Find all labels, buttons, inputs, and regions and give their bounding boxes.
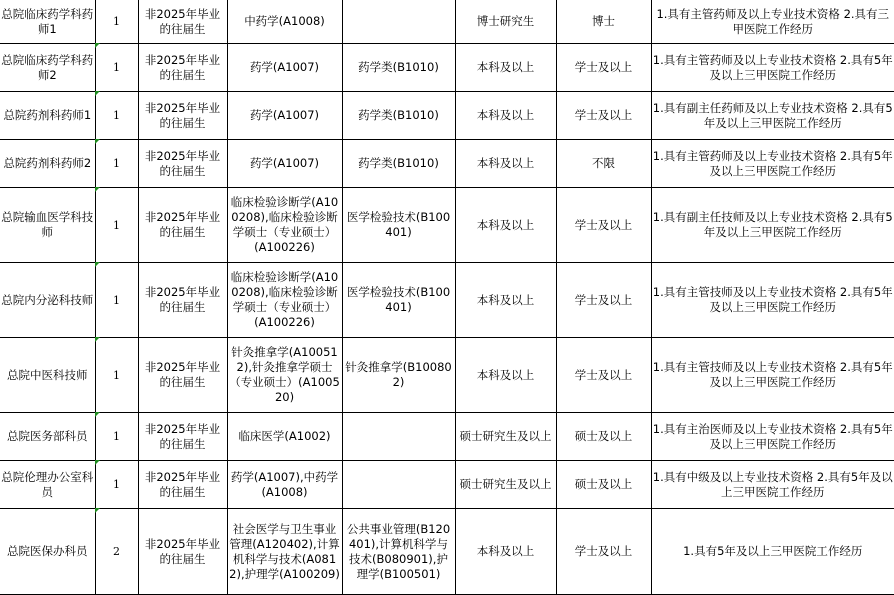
degree-requirement: 学士及以上: [574, 60, 633, 74]
requirements-cell[interactable]: [651, 338, 894, 413]
position-name: 总院药剂科药师1: [3, 108, 92, 122]
other-requirements: 1.具有主管技师及以上专业技术资格 2.具有5年及以上三甲医院工作经历: [652, 360, 893, 389]
count-cell[interactable]: [95, 461, 138, 509]
major-undergrad-cell[interactable]: [342, 140, 455, 188]
major-grad-cell[interactable]: [227, 140, 342, 188]
position-name: 总院药剂科药师2: [3, 156, 92, 170]
position-cell[interactable]: [0, 509, 95, 595]
major-grad-cell[interactable]: [227, 92, 342, 140]
graduate-major: 社会医学与卫生事业管理(A120402),计算机科学与技术(A0812),护理学(A100209): [229, 521, 340, 581]
other-requirements: 1.具有主管技师及以上专业技术资格 2.具有5年及以上三甲医院工作经历: [652, 285, 893, 314]
degree-requirement: 学士及以上: [574, 544, 633, 558]
other-requirements: 1.具有副主任技师及以上专业技术资格 2.具有5年及以上三甲医院工作经历: [652, 210, 893, 239]
degree-requirement: 博士: [592, 14, 615, 28]
undergraduate-major: 针灸推拿学(B100802): [345, 360, 452, 389]
count-cell[interactable]: [95, 338, 138, 413]
major-undergrad-cell[interactable]: [342, 44, 455, 92]
education-requirement: 硕士研究生及以上: [459, 429, 552, 443]
hire-count: 1: [113, 218, 120, 232]
other-requirements: 1.具有中级及以上专业技术资格 2.具有5年及以上三甲医院工作经历: [652, 469, 893, 499]
target-applicants: 非2025年毕业的往届生: [144, 469, 221, 499]
education-cell[interactable]: [455, 509, 556, 595]
comment-indicator-icon: [95, 460, 100, 465]
requirements-cell[interactable]: [651, 413, 894, 461]
major-undergrad-cell[interactable]: [342, 509, 455, 595]
graduate-major: 针灸推拿学(A100512),针灸推拿学硕士（专业硕士）(A100520): [229, 345, 340, 404]
hire-count: 1: [113, 157, 120, 170]
requirements-cell[interactable]: [651, 140, 894, 188]
major-undergrad-cell[interactable]: [342, 461, 455, 509]
position-name: 总院伦理办公室科员: [1, 469, 94, 499]
education-cell[interactable]: [455, 0, 556, 44]
table-row: [0, 140, 894, 188]
position-cell[interactable]: [0, 44, 95, 92]
target-applicants: 非2025年毕业的往届生: [144, 285, 221, 314]
major-undergrad-cell[interactable]: [342, 413, 455, 461]
position-name: 总院临床药学科药师1: [1, 6, 94, 36]
hire-count: 1: [113, 430, 120, 443]
hire-count: 2: [113, 545, 120, 558]
education-cell[interactable]: [455, 413, 556, 461]
education-cell[interactable]: [455, 92, 556, 140]
table-row: [0, 0, 894, 44]
undergraduate-major: 公共事业管理(B120401),计算机科学与技术(B080901),护理学(B100501): [346, 521, 451, 581]
degree-cell[interactable]: [556, 413, 651, 461]
major-undergrad-cell[interactable]: [342, 0, 455, 44]
hire-count: 1: [113, 368, 120, 382]
graduate-major: 临床检验诊断学(A100208),临床检验诊断学硕士（专业硕士）(A100226): [230, 270, 339, 329]
education-requirement: 本科及以上: [476, 217, 535, 232]
degree-cell[interactable]: [556, 263, 651, 338]
requirements-cell[interactable]: [651, 509, 894, 595]
degree-requirement: 学士及以上: [574, 108, 633, 122]
table-row: [0, 263, 894, 338]
other-requirements: 1.具有主治医师及以上专业技术资格 2.具有5年及以上三甲医院工作经历: [652, 421, 893, 451]
degree-requirement: 学士及以上: [574, 367, 633, 382]
requirements-cell[interactable]: [651, 92, 894, 140]
target-cell[interactable]: [138, 140, 227, 188]
target-applicants: 非2025年毕业的往届生: [144, 148, 221, 178]
other-requirements: 1.具有副主任药师及以上专业技术资格 2.具有5年及以上三甲医院工作经历: [652, 100, 893, 130]
undergraduate-major: 药学类(B1010): [358, 60, 439, 74]
major-undergrad-cell[interactable]: [342, 263, 455, 338]
degree-requirement: 学士及以上: [574, 292, 633, 307]
hire-count: 1: [113, 61, 120, 74]
hire-count: 1: [113, 109, 120, 122]
target-cell[interactable]: [138, 263, 227, 338]
education-requirement: 本科及以上: [476, 367, 535, 382]
education-requirement: 本科及以上: [476, 60, 535, 74]
education-requirement: 本科及以上: [476, 292, 535, 307]
comment-indicator-icon: [95, 262, 100, 267]
requirements-cell[interactable]: [651, 263, 894, 338]
position-cell[interactable]: [0, 140, 95, 188]
count-cell[interactable]: [95, 0, 138, 44]
comment-indicator-icon: [95, 337, 100, 342]
hire-count: 1: [113, 293, 120, 307]
undergraduate-major: 药学类(B1010): [358, 156, 439, 170]
table-row: [0, 338, 894, 413]
other-requirements: 1.具有主管药师及以上专业技术资格 2.具有5年及以上三甲医院工作经历: [652, 52, 893, 82]
target-cell[interactable]: [138, 44, 227, 92]
other-requirements: 1.具有5年及以上三甲医院工作经历: [683, 544, 863, 558]
degree-cell[interactable]: [556, 44, 651, 92]
education-cell[interactable]: [455, 44, 556, 92]
major-grad-cell[interactable]: [227, 0, 342, 44]
requirements-cell[interactable]: [651, 44, 894, 92]
undergraduate-major: 药学类(B1010): [358, 108, 439, 122]
position-name: 总院医务部科员: [7, 429, 88, 443]
target-cell[interactable]: [138, 509, 227, 595]
degree-cell[interactable]: [556, 92, 651, 140]
requirements-cell[interactable]: [651, 461, 894, 509]
degree-cell[interactable]: [556, 188, 651, 263]
hire-count: 1: [113, 15, 120, 28]
major-undergrad-cell[interactable]: [342, 338, 455, 413]
target-applicants: 非2025年毕业的往届生: [144, 210, 221, 239]
graduate-major: 临床医学(A1002): [238, 429, 331, 443]
position-cell[interactable]: [0, 338, 95, 413]
degree-requirement: 不限: [592, 156, 615, 170]
undergraduate-major: 医学检验技术(B100401): [346, 285, 451, 314]
major-grad-cell[interactable]: [227, 263, 342, 338]
count-cell[interactable]: [95, 263, 138, 338]
count-cell[interactable]: [95, 92, 138, 140]
graduate-major: 临床检验诊断学(A100208),临床检验诊断学硕士（专业硕士）(A100226): [230, 195, 339, 254]
education-cell[interactable]: [455, 140, 556, 188]
major-grad-cell[interactable]: [227, 461, 342, 509]
position-cell[interactable]: [0, 0, 95, 44]
target-applicants: 非2025年毕业的往届生: [144, 52, 221, 82]
other-requirements: 1.具有主管药师及以上专业技术资格 2.具有三甲医院工作经历: [656, 6, 890, 36]
undergraduate-major: 医学检验技术(B100401): [346, 210, 451, 239]
count-cell[interactable]: [95, 44, 138, 92]
position-name: 总院中医科技师: [7, 367, 88, 382]
target-cell[interactable]: [138, 92, 227, 140]
degree-requirement: 硕士及以上: [574, 429, 633, 443]
degree-cell[interactable]: [556, 0, 651, 44]
target-applicants: 非2025年毕业的往届生: [144, 100, 221, 130]
education-requirement: 本科及以上: [476, 108, 535, 122]
position-name: 总院内分泌科技师: [1, 292, 94, 307]
graduate-major: 药学(A1007),中药学(A1008): [230, 469, 339, 499]
major-grad-cell[interactable]: [227, 338, 342, 413]
position-cell[interactable]: [0, 413, 95, 461]
table-row: [0, 92, 894, 140]
position-name: 总院输血医学科技师: [1, 210, 94, 239]
major-undergrad-cell[interactable]: [342, 92, 455, 140]
table-row: [0, 44, 894, 92]
requirements-cell[interactable]: [651, 188, 894, 263]
table-row: [0, 509, 894, 595]
target-cell[interactable]: [138, 413, 227, 461]
degree-cell[interactable]: [556, 140, 651, 188]
position-cell[interactable]: [0, 92, 95, 140]
position-name: 总院医保办科员: [7, 544, 88, 558]
target-applicants: 非2025年毕业的往届生: [144, 536, 221, 566]
major-grad-cell[interactable]: [227, 509, 342, 595]
comment-indicator-icon: [95, 43, 100, 48]
comment-indicator-icon: [95, 91, 100, 96]
graduate-major: 药学(A1007): [249, 60, 320, 74]
education-requirement: 本科及以上: [476, 544, 535, 558]
major-grad-cell[interactable]: [227, 44, 342, 92]
major-grad-cell[interactable]: [227, 413, 342, 461]
table-row: [0, 461, 894, 509]
major-grad-cell[interactable]: [227, 188, 342, 263]
education-requirement: 本科及以上: [476, 156, 535, 170]
count-cell[interactable]: [95, 509, 138, 595]
education-requirement: 博士研究生: [476, 14, 535, 28]
education-cell[interactable]: [455, 338, 556, 413]
target-applicants: 非2025年毕业的往届生: [144, 6, 221, 36]
other-requirements: 1.具有主管药师及以上专业技术资格 2.具有5年及以上三甲医院工作经历: [652, 148, 893, 178]
count-cell[interactable]: [95, 188, 138, 263]
target-cell[interactable]: [138, 188, 227, 263]
education-cell[interactable]: [455, 461, 556, 509]
graduate-major: 药学(A1007): [249, 108, 320, 122]
degree-requirement: 学士及以上: [574, 217, 633, 232]
position-cell[interactable]: [0, 263, 95, 338]
comment-indicator-icon: [95, 187, 100, 192]
position-cell[interactable]: [0, 188, 95, 263]
degree-requirement: 硕士及以上: [574, 477, 633, 491]
table-row: [0, 413, 894, 461]
hire-count: 1: [113, 478, 120, 491]
education-cell[interactable]: [455, 188, 556, 263]
target-cell[interactable]: [138, 338, 227, 413]
education-cell[interactable]: [455, 263, 556, 338]
count-cell[interactable]: [95, 140, 138, 188]
major-undergrad-cell[interactable]: [342, 188, 455, 263]
graduate-major: 中药学(A1008): [244, 14, 325, 28]
degree-cell[interactable]: [556, 509, 651, 595]
degree-cell[interactable]: [556, 461, 651, 509]
target-cell[interactable]: [138, 0, 227, 44]
comment-indicator-icon: [95, 508, 100, 513]
target-applicants: 非2025年毕业的往届生: [144, 421, 221, 451]
position-cell[interactable]: [0, 461, 95, 509]
requirements-cell[interactable]: [651, 0, 894, 44]
education-requirement: 硕士研究生及以上: [459, 477, 552, 491]
position-name: 总院临床药学科药师2: [1, 52, 94, 82]
comment-indicator-icon: [95, 139, 100, 144]
table-row: [0, 188, 894, 263]
target-cell[interactable]: [138, 461, 227, 509]
comment-indicator-icon: [95, 412, 100, 417]
graduate-major: 药学(A1007): [249, 156, 320, 170]
degree-cell[interactable]: [556, 338, 651, 413]
target-applicants: 非2025年毕业的往届生: [144, 360, 221, 389]
count-cell[interactable]: [95, 413, 138, 461]
